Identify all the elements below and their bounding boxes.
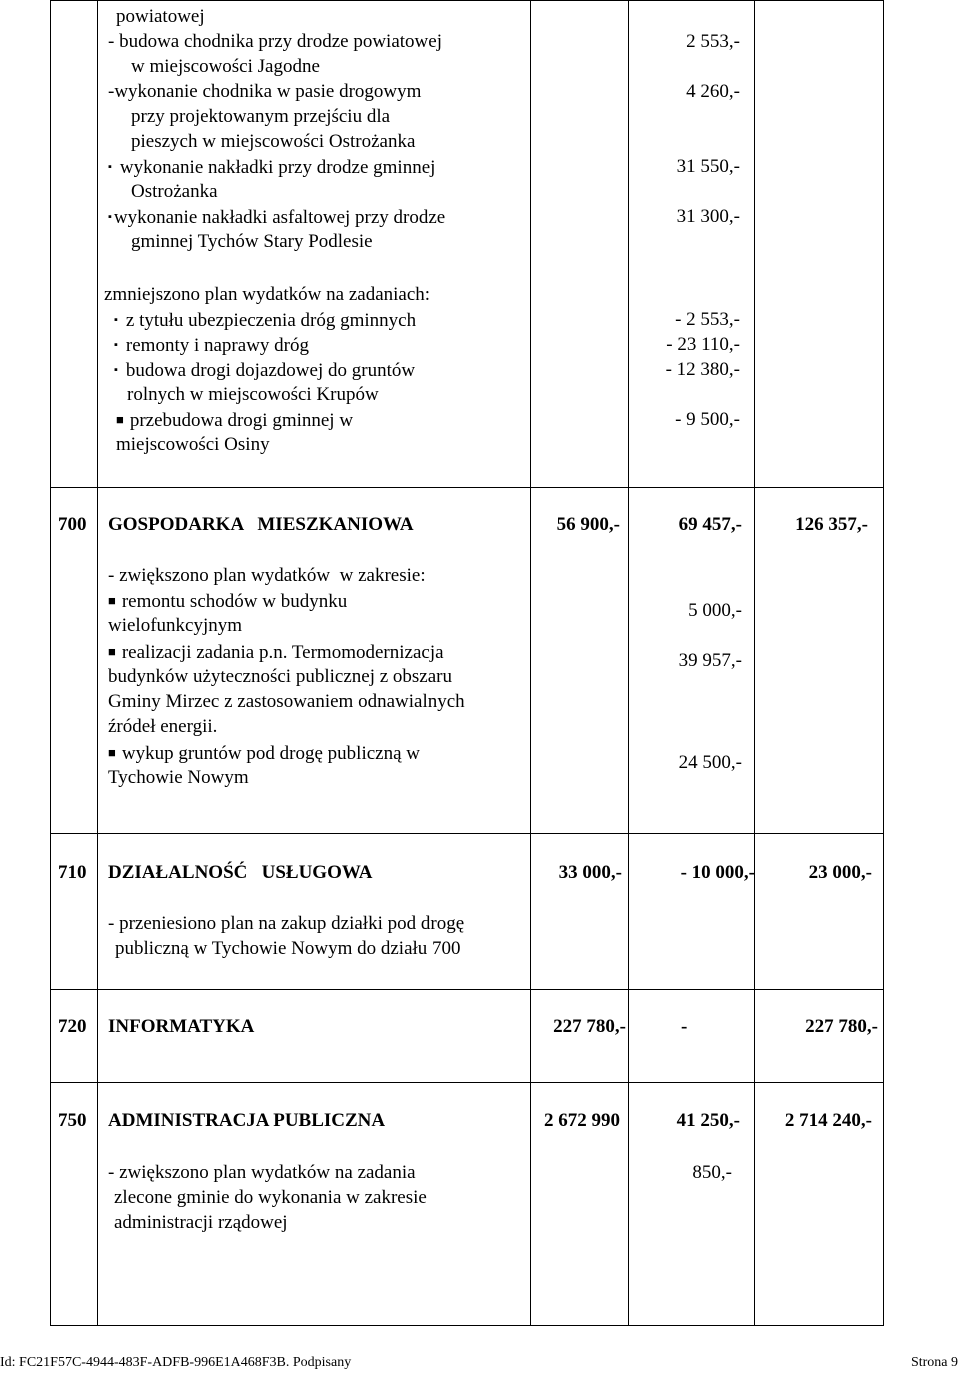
roads-line-4: -wykonanie chodnika w pasie drogowym [108,81,422,102]
section-750-detail-3: administracji rządowej [114,1212,288,1233]
table-border-left [50,0,51,1325]
roads-amount-1: 2 553,- [686,31,740,52]
column-divider-code [97,0,98,1325]
roads-amount-4: 31 300,- [676,206,740,227]
section-700-detail-3: wielofunkcyjnym [108,615,243,636]
section-710-change: - 10 000,- [680,862,755,883]
filled-square-bullet-icon: ■ [108,593,116,608]
section-700-detail-8 [108,742,420,765]
decrease-line-4: rolnych w miejscowości Krupów [127,384,379,405]
roads-amount-2: 4 260,- [686,81,740,102]
section-700-detail-6: Gminy Mirzec z zastosowaniem odnawialnych [108,691,465,712]
section-710-code: 710 [58,862,87,883]
table-border-right [883,0,884,1325]
section-700-amount-2: 39 957,- [678,650,742,671]
footer-page-number: Strona 9 [910,1355,958,1370]
section-750-change: 41 250,- [676,1110,740,1131]
section-700-code: 700 [58,514,87,535]
section-720-code: 720 [58,1016,87,1037]
decrease-amount-2: - 23 110,- [666,334,740,355]
section-700-after: 126 357,- [795,514,868,535]
decrease-line-3 [114,359,415,382]
decrease-heading: zmniejszono plan wydatków na zadaniach: [104,284,431,305]
section-700-detail-9: Tychowie Nowym [108,767,249,788]
section-750-detail-2: zlecone gminie do wykonania w zakresie [114,1187,427,1208]
section-700-detail-4-text: realizacji zadania p.n. Termomodernizacja [121,642,444,663]
roads-line-7-text: wykonanie nakładki przy drodze gminnej [119,157,436,178]
row-divider-3 [50,989,884,990]
section-720-after: 227 780,- [805,1016,878,1037]
section-700-detail-2 [108,590,347,613]
roads-line-9 [108,206,445,229]
filled-square-bullet-icon: ■ [108,745,116,760]
decrease-line-6: miejscowości Osiny [116,434,270,455]
section-710-name: DZIAŁALNOŚĆ USŁUGOWA [108,862,373,883]
table-border-top [50,0,884,1]
small-square-bullet-icon: ▪ [108,161,112,173]
roads-line-6: pieszych w miejscowości Ostrożanka [131,131,416,152]
column-divider-desc [530,0,531,1325]
section-710-after: 23 000,- [808,862,872,883]
section-700-plan: 56 900,- [556,514,620,535]
section-750-name: ADMINISTRACJA PUBLICZNA [108,1110,386,1131]
row-divider-2 [50,833,884,834]
section-710-plan: 33 000,- [558,862,622,883]
section-700-detail-5: budynków użyteczności publicznej z obszaru [108,666,452,687]
decrease-amount-1: - 2 553,- [675,309,740,330]
section-700-detail-8-text: wykup gruntów pod drogę publiczną w [121,743,420,764]
small-square-bullet-icon: ▪ [114,364,118,376]
column-divider-plan [628,0,629,1325]
small-square-bullet-icon: ▪ [108,211,112,223]
small-square-bullet-icon: ▪ [114,339,118,351]
section-750-code: 750 [58,1110,87,1131]
roads-amount-3: 31 550,- [676,156,740,177]
section-700-detail-2-text: remontu schodów w budynku [121,591,348,612]
roads-line-8: Ostrożanka [131,181,218,202]
decrease-amount-4: - 9 500,- [675,409,740,430]
filled-square-bullet-icon: ■ [116,412,124,427]
row-divider-1 [50,487,884,488]
decrease-line-1 [114,309,416,332]
section-700-detail-7: źródeł energii. [108,716,218,737]
roads-line-7 [108,156,435,179]
row-divider-4 [50,1082,884,1083]
roads-line-5: przy projektowanym przejściu dla [131,106,391,127]
column-divider-change [754,0,755,1325]
section-700-amount-1: 5 000,- [688,600,742,621]
decrease-line-3-text: budowa drogi dojazdowej do gruntów [125,360,416,381]
section-700-name: GOSPODARKA MIESZKANIOWA [108,514,414,535]
small-square-bullet-icon: ▪ [114,314,118,326]
section-720-plan: 227 780,- [553,1016,626,1037]
section-700-change: 69 457,- [678,514,742,535]
decrease-line-2 [114,334,309,357]
section-700-detail-4 [108,641,444,664]
decrease-amount-3: - 12 380,- [665,359,740,380]
roads-line-3: w miejscowości Jagodne [131,56,320,77]
section-720-name: INFORMATYKA [108,1016,255,1037]
table-border-bottom [50,1325,884,1326]
decrease-line-1-text: z tytułu ubezpieczenia dróg gminnych [125,310,417,331]
decrease-line-5 [116,409,353,432]
roads-line-9-text: wykonanie nakładki asfaltowej przy drodze [113,207,446,228]
section-750-plan: 2 672 990 [544,1110,620,1131]
section-750-after: 2 714 240,- [784,1110,872,1131]
decrease-line-2-text: remonty i naprawy dróg [125,335,309,356]
section-700-amount-3: 24 500,- [678,752,742,773]
roads-line-1: powiatowej [116,6,205,27]
decrease-line-5-text: przebudowa drogi gminnej w [129,410,354,431]
section-710-detail-1: - przeniesiono plan na zakup działki pod drogę [108,913,465,934]
roads-line-10: gminnej Tychów Stary Podlesie [131,231,373,252]
section-700-detail-1: - zwiększono plan wydatków w zakresie: [108,565,426,586]
filled-square-bullet-icon: ■ [108,644,116,659]
footer-document-id: Id: FC21F57C-4944-483F-ADFB-996E1A468F3B. Podpisany [0,1355,352,1370]
section-710-detail-2: publiczną w Tychowie Nowym do działu 700 [115,938,461,959]
roads-line-2: - budowa chodnika przy drodze powiatowej [108,31,442,52]
section-750-detail-1: - zwiększono plan wydatków na zadania [108,1162,416,1183]
section-750-amount-1: 850,- [692,1162,732,1183]
section-720-change: - [681,1016,688,1037]
